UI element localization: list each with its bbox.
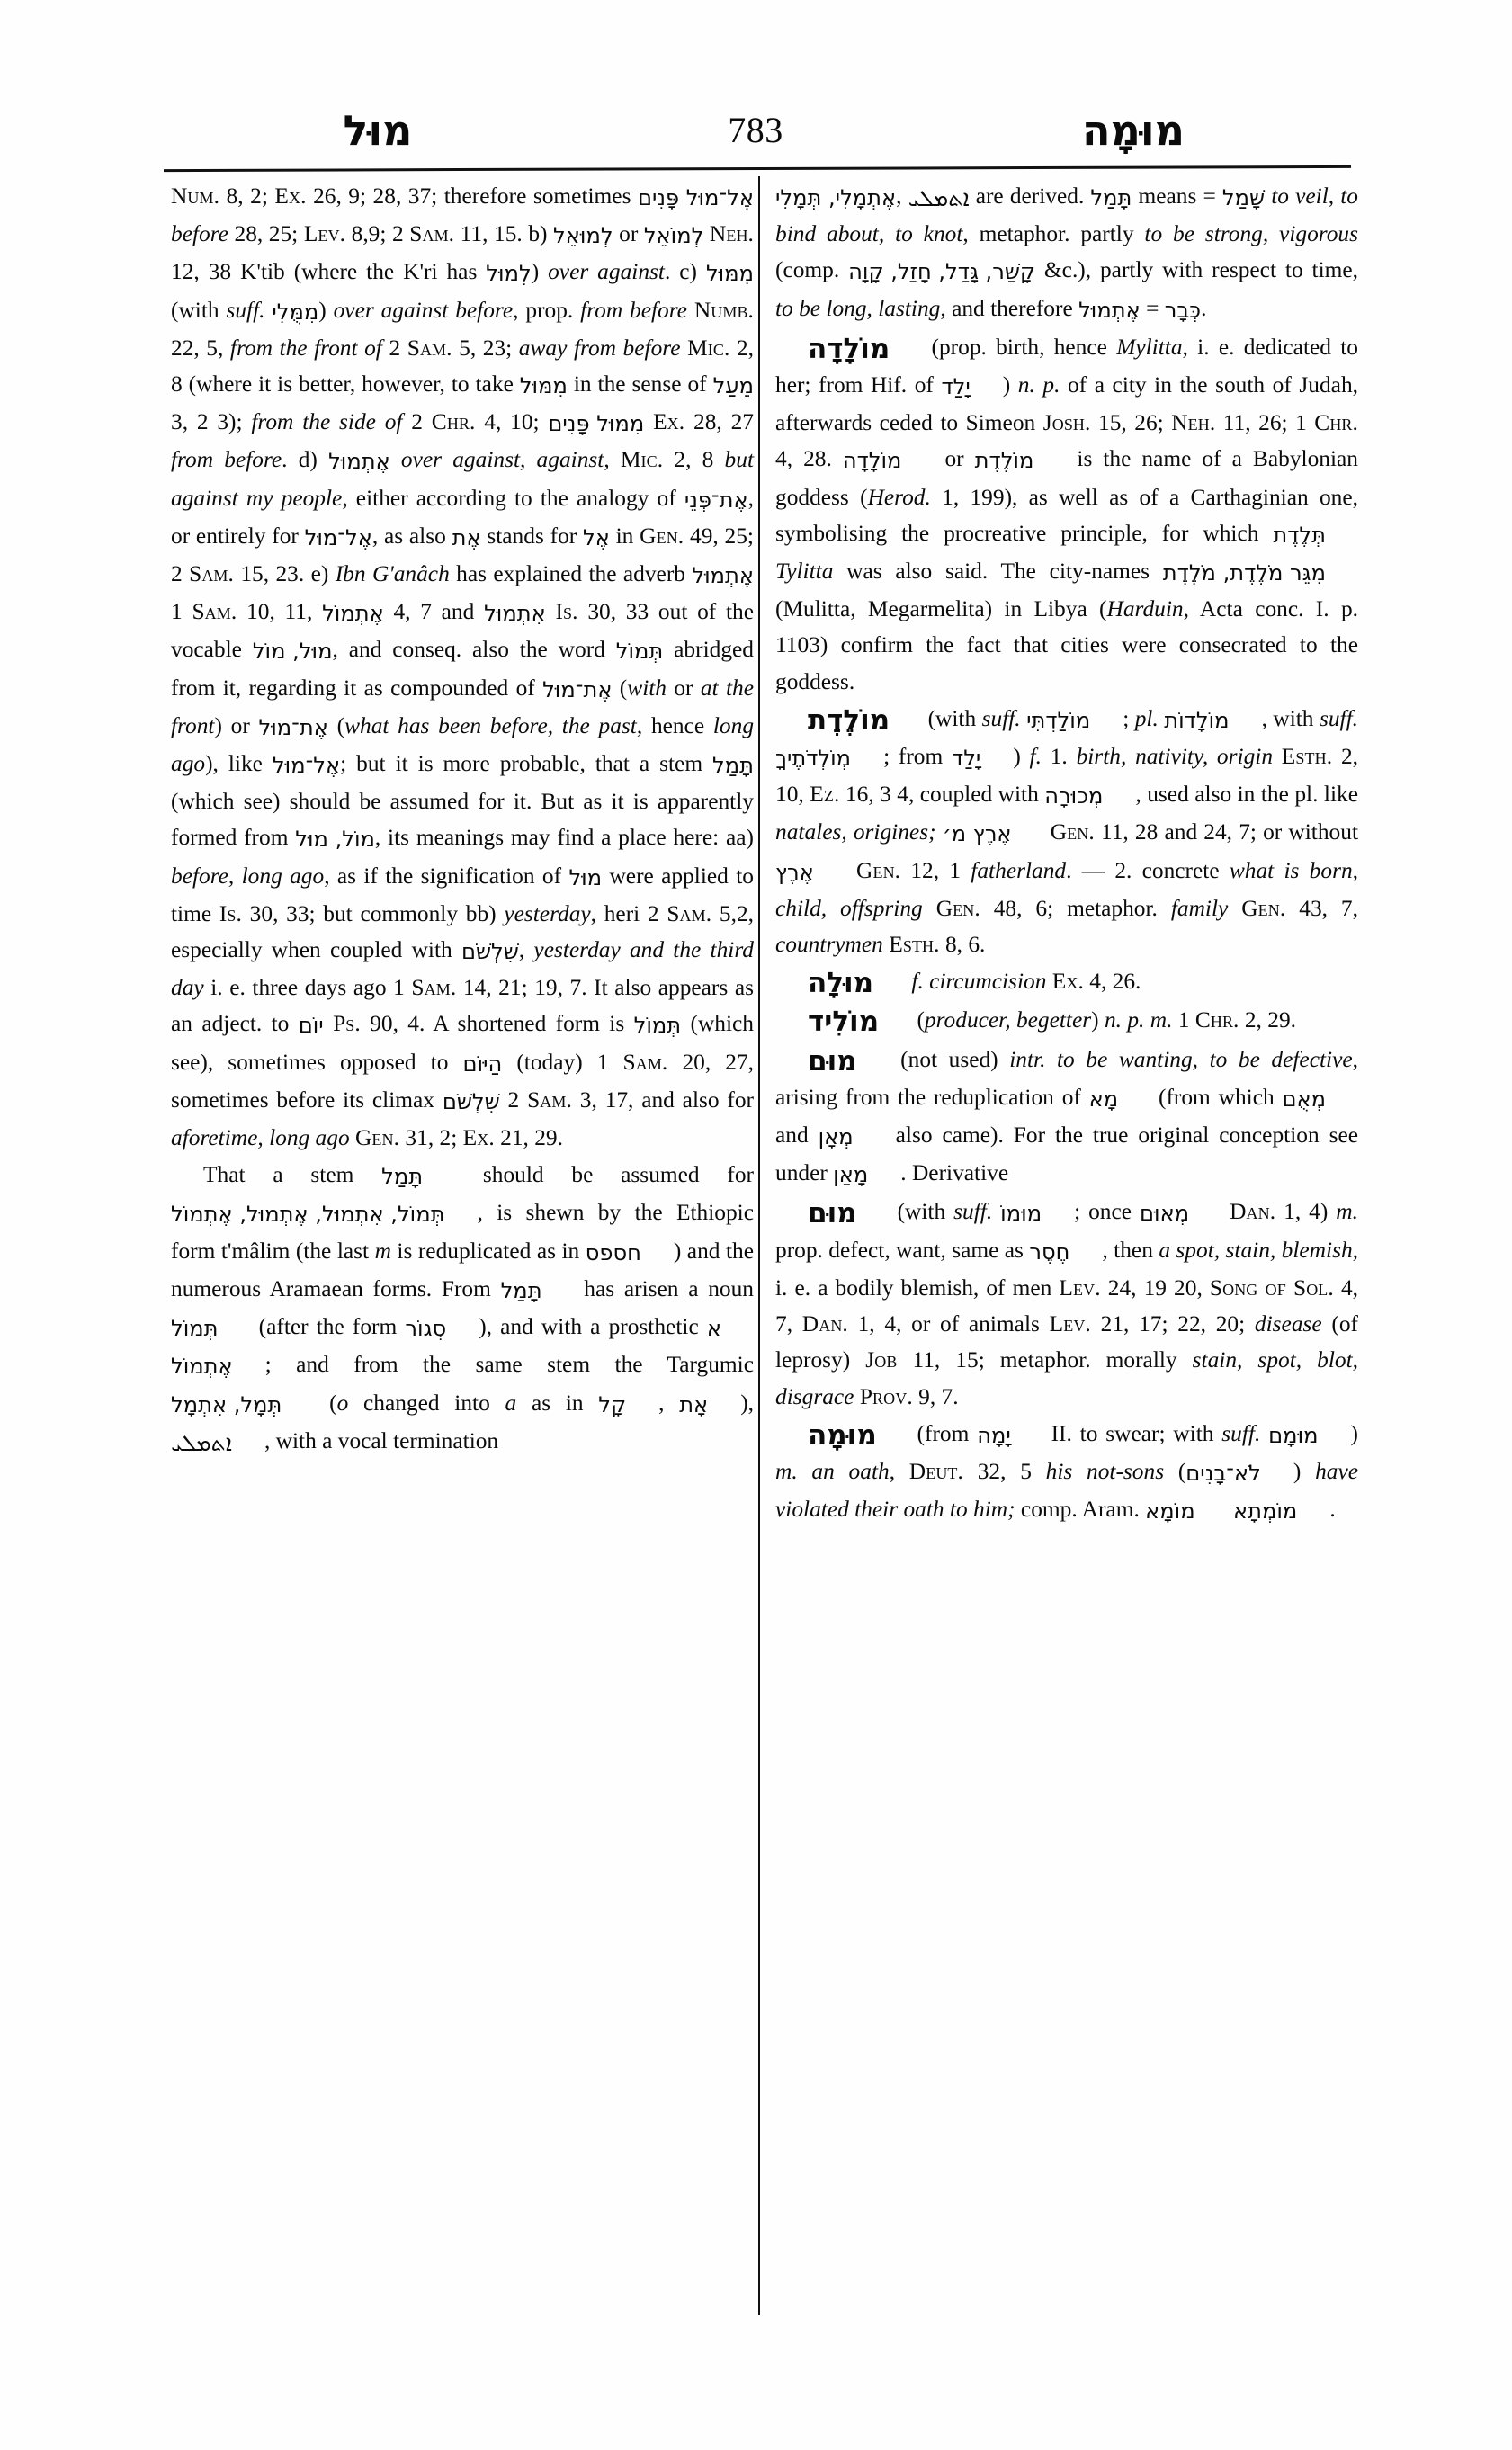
hebrew-word: אֶל [583,524,610,550]
hebrew-word: הַיּוֹם [462,1051,503,1077]
hebrew-word: אֶתְמוּל [692,563,755,589]
scripture-reference: Dan. [801,1311,848,1337]
scripture-reference: Is. [555,599,578,625]
hebrew-word: מוּמָם [1268,1422,1319,1448]
hebrew-word: יָמָה [977,1422,1011,1448]
running-head-left-hebrew: מוּל [343,106,413,155]
hebrew-word: תְּמוֹל, אִתְמוּל, אֶתְמוּל, אֶתְמוֹל [171,1202,445,1228]
scripture-reference: Job [865,1347,898,1373]
page-number: 783 [728,110,783,150]
dictionary-entry: מוֹלָדָה (prop. birth, hence Mylitta, i. e. dedicated to her; from Hif. of יָלַד ) n. p. of a city in the south of Judah, afterwards ceded to Simeon Josh. 15, 26; Neh. 11, 26; 1 Chr. 4, 28. מוֹלָדָה or מוֹלֶדֶת is the name of a Babylonian goddess (Herod. 1, 199), as well as of a Carthaginian one, symbolising the procreative principle, for which תְּלֶדֶת Tylitta was also said. The city-names מִגֵּר מֹלֶדֶת, מֹלֶדֶת (Mulitta, Megarmelita) in Libya (Harduin, Acta conc. I. p. 1103) confirm the fact that cities were consecrated to the goddess. [775,332,1358,694]
gloss-italic: pl. [1134,705,1159,731]
hebrew-headword: מוּם [808,1197,857,1230]
hebrew-word: יָלַד [952,746,981,772]
scripture-reference: Sam. [407,335,452,361]
hebrew-word: מְאוּם [1140,1201,1190,1227]
gloss-italic: countrymen [775,932,883,958]
hebrew-word: לֹא־בָנִים [1185,1460,1261,1486]
running-head-right-hebrew: מוּמָה [1082,106,1185,155]
scripture-reference: Dan. [1230,1199,1276,1225]
scripture-reference: Gen. [640,523,684,549]
hebrew-word: אִתְמוּל [484,601,546,627]
hebrew-word: מִמֻּלִי [272,299,319,325]
scripture-reference: Gen. [1050,819,1095,845]
gloss-italic: fatherland [971,857,1067,883]
gloss-italic: Herod. [867,484,931,510]
gloss-italic: Ibn G'anâch [335,561,450,587]
gloss-italic: with [627,675,667,701]
hebrew-word: מוֹלֶדֶת [974,448,1034,474]
hebrew-word: אֶת־מוּל [542,676,613,702]
gloss-italic: to be long, lasting [775,295,941,321]
hebrew-word: מְוֹלְדֹתֶיךָ [775,746,852,772]
scripture-reference: Ex. [1051,969,1084,995]
hebrew-word: מִמּוּל [519,373,568,399]
gloss-italic: what is born, child, offspring [775,857,1358,921]
gloss-italic: to veil, to bind about, to knot [775,183,1358,247]
dictionary-entry: מוּם (with suff. מוּמוֹ ; once מְאוּם Dan. 1, 4) m. prop. defect, want, same as חֶסֶר , then a spot, stain, blemish, i. e. a bodily blemish, of men Lev. 24, 19 20, Song of Sol. 4, 7, Dan. 1, 4, or of animals Lev. 21, 17; 22, 20; disease (of leprosy) Job 11, 15; metaphor. morally stain, spot, blot, disgrace Prov. 9, 7. [775,1197,1359,1409]
gloss-italic: n. p. m. [1104,1007,1173,1033]
gloss-italic: stain, spot, blot, disgrace [775,1347,1358,1409]
gloss-italic: disease [1254,1311,1322,1337]
scripture-reference: Prov. [859,1383,913,1409]
gloss-italic: suff. [1319,705,1358,731]
scripture-reference: Esth. [889,932,940,958]
hebrew-word: שִׁלְשֹׁם [461,939,519,965]
hebrew-headword: מוֹלֶדֶת [808,703,890,737]
hebrew-word: תָּמַל [500,1277,542,1303]
gloss-italic: a spot, stain, blemish [1159,1237,1353,1263]
dictionary-entry: מוּמָה (from יָמָה II. to swear; with suff. מוּמָם ) m. an oath, Deut. 32, 5 his not-sons (לֹא־בָנִים ) have violated their oath to him; comp. Aram. מוֹמָא מוֹמְתָא . [775,1416,1358,1530]
scripture-reference: Ps. [333,1011,361,1037]
hebrew-word: א [706,1316,721,1342]
gloss-italic: Tylitta [775,559,834,585]
gloss-italic: from before [580,297,687,323]
scripture-reference: Neh. [1171,410,1216,436]
hebrew-word: מוֹמָא [1145,1498,1195,1525]
hebrew-word: מִמּוּל פָּנִים [548,411,645,437]
hebrew-word: קָשַׁר, גָּדַל, חָזַל, קָוָה [848,259,1036,285]
hebrew-word: אֶל־מוּל פָּנִים [637,185,754,210]
hebrew-word: מִמּוּל [705,261,754,287]
hebrew-word: יוֹם [298,1013,324,1039]
gloss-italic: aforetime, long ago [171,1125,350,1151]
hebrew-word: קָל [598,1391,627,1417]
hebrew-word: תְּמוֹל [633,1013,682,1039]
scripture-reference: Esth. [1281,744,1333,770]
hebrew-word: מְכוּרָה [1044,783,1104,809]
hebrew-word: אֶתְמוּל [328,449,390,475]
hebrew-word: תָּמַל [1090,185,1132,210]
gloss-italic: before, long ago [171,863,325,889]
scripture-reference: Ez. [810,782,840,808]
hebrew-word: לְמוֹאֵל [643,223,704,249]
hebrew-headword: מוֹלָדָה [808,332,890,365]
scripture-reference: Sam. [527,1086,572,1113]
hebrew-word: מוֹלָדָה [842,448,902,474]
running-head [166,79,1345,155]
hebrew-word: שָׁמַל [1221,185,1266,210]
scripture-reference: Chr. [1314,410,1358,436]
hebrew-word: אֶת־מוּל [258,714,328,740]
gloss-italic: family [1170,895,1229,921]
scripture-reference: Chr. [431,409,476,435]
hebrew-word: אֶתְמוֹל [322,601,384,627]
hebrew-word: אֶרֶץ מ׳ [942,821,1012,847]
gloss-italic: his not-sons [1045,1458,1165,1484]
gloss-italic: birth, nativity, origin [1076,744,1274,770]
dictionary-entry: מוּלָה f. circumcision Ex. 4, 26. [775,963,1358,1001]
scripture-reference: Sam. [411,975,457,1001]
gloss-italic: yesterday and the third day [171,937,754,1001]
scripture-reference: Lev. [1049,1311,1091,1337]
gloss-italic: long ago [171,712,755,777]
scripture-reference: Mic. [620,447,664,473]
header-rule [164,165,1351,172]
hebrew-word: תְּמוֹל [615,639,664,665]
hebrew-word: אֶת־פְּנֵי [684,487,748,513]
gloss-italic: what has been before, the past [344,712,637,738]
syriac-word: ܐܬܡܠܝ [171,1428,232,1456]
gloss-italic: o [336,1390,349,1416]
gloss-italic: suff. [981,705,1021,731]
hebrew-word: מִגֵּר מֹלֶדֶת, מֹלֶדֶת [1162,560,1326,586]
hebrew-word: אֶל־מוּל [304,524,372,550]
scripture-reference: Lev. [1059,1274,1101,1301]
scripture-reference: Sam. [667,900,712,926]
dictionary-paragraph: Num. 8, 2; Ex. 26, 9; 28, 37; therefore sometimes אֶל־מוּל פָּנִים before 28, 25; Lev. 8,9; 2 Sam. 11, 15. b) לְמוּאֵל or לְמוֹאֵל Neh. 12, 38 K'tib (where the K'ri has לְמוּל) over against. c) מִמּוּל (with suff. מִמֻּלִי) over against before, prop. from before Numb. 22, 5, from the front of 2 Sam. 5, 23; away from before Mic. 2, 8 (where it is better, however, to take מִמּוּל in the sense of מֵעַל 3, 2 3); from the side of 2 Chr. 4, 10; מִמּוּל פָּנִים Ex. 28, 27 from before. d) אֶתְמוּל over against, against, Mic. 2, 8 but against my people, either according to the analogy of אֶת־פְּנֵי, or entirely for אֶל־מוּל, as also אֶת stands for אֶל in Gen. 49, 25; 2 Sam. 15, 23. e) Ibn G'anâch has explained the adverb אֶתְמוּל 1 Sam. 10, 11, אֶתְמוֹל 4, 7 and אִתְמוּל Is. 30, 33 out of the vocable מוּל, מוֹל, and conseq. also the word תְּמוֹל abridged from it, regarding it as compounded of אֶת־מוּל (with or at the front) or אֶת־מוּל (what has been before, the past, hence long ago), like אֶל־מוּל; but it is more probable, that a stem תָּמַל (which see) should be assumed for it. But as it is apparently formed from מוֹל, מוּל, its meanings may find a place here: aa) before, long ago, as if the signification of מוּל were applied to time Is. 30, 33; but commonly bb) yesterday, heri 2 Sam. 5,2, especially when coupled with שִׁלְשֹׁם, yesterday and the third day i. e. three days ago 1 Sam. 14, 21; 19, 7. It also appears as an adject. to יוֹם Ps. 90, 4. A shortened form is תְּמוֹל (which see), sometimes opposed to הַיּוֹם (today) 1 Sam. 20, 27, sometimes before its climax שִׁלְשֹׁם 2 Sam. 3, 17, and also for aforetime, long ago Gen. 31, 2; Ex. 21, 29. [171,178,754,1156]
hebrew-word: תָּמַל [381,1164,424,1190]
gloss-italic: m. an oath [775,1458,890,1484]
scripture-reference: Sam. [192,599,237,625]
dictionary-entry: מוּם (not used) intr. to be wanting, to be defective, arising from the reduplication of מָא (from which מְאֻם and מְאָן also came). For the true original conception see under מָאַן . Derivative [775,1042,1358,1194]
hebrew-word: מוֹל, מוּל [295,827,375,853]
hebrew-word: מוֹמְתָא [1232,1498,1298,1525]
scripture-reference: Ex. [462,1125,495,1151]
hebrew-word: לְמוּל [486,261,532,287]
scripture-reference: Is. [219,900,242,926]
text-column-left [171,178,754,1461]
scripture-reference: Ex. [274,183,307,209]
gloss-italic: from the front of [229,335,382,361]
dictionary-entry: מוֹלֶדֶת (with suff. מוֹלַדְתִּי ; pl. מוֹלָדוֹת , with suff. מְוֹלְדֹתֶיךָ ; from יָלַד ) f. 1. birth, nativity, origin Esth. 2, 10, Ez. 16, 3 4, coupled with מְכוּרָה , used also in the pl. like natales, origines; אֶרֶץ מ׳ Gen. 11, 28 and 24, 7; or without אֶרֶץ Gen. 12, 1 fatherland. — 2. concrete what is born, child, offspring Gen. 48, 6; metaphor. family Gen. 43, 7, countrymen Esth. 8, 6. [775,703,1359,958]
scripture-reference: Song of Sol. [1209,1274,1334,1301]
hebrew-word: אָת [679,1391,709,1417]
hebrew-word: כְּבָר [1164,297,1202,323]
scripture-reference: Gen. [355,1125,400,1151]
gloss-italic: at the front [171,675,754,738]
running-head-center [648,109,863,151]
column-divider-rule [758,176,760,2315]
scripture-reference: Josh. [1042,410,1091,436]
hebrew-word: מוּל [568,864,603,890]
hebrew-word: תְּלֶדֶת [1273,522,1326,548]
hebrew-word: מוּל, מוֹל [252,639,333,665]
gloss-italic: over against [548,259,665,285]
hebrew-word: אֶת [452,524,481,550]
hebrew-headword: מוּלָה [808,967,874,1000]
syriac-word: ܐܬܡܠܝ [908,184,970,211]
scripture-reference: Mic. [687,335,730,361]
scripture-reference: Ex. [653,409,685,435]
gloss-italic: suff. [953,1199,993,1225]
gloss-italic: Harduin [1106,596,1184,622]
gloss-italic: f. [1029,744,1042,770]
running-head-left [166,106,589,155]
hebrew-word: סְגוֹר [405,1316,447,1342]
hebrew-word: חֶסֶר [1029,1238,1070,1265]
gloss-italic: before [171,221,228,247]
gloss-italic: f. circumcision [911,969,1047,995]
gloss-italic: from the side of [251,409,403,435]
gloss-italic: Mylitta [1116,334,1183,360]
gloss-italic: a [505,1390,517,1416]
gloss-italic: but against my people [171,447,754,511]
scripture-reference: Sam. [189,561,234,587]
hebrew-word: אֶרֶץ [775,859,814,885]
hebrew-headword: מוֹלִיד [808,1006,880,1039]
hebrew-word: מְאֻם [1282,1086,1327,1112]
hebrew-headword: מוּם [808,1044,857,1077]
scripture-reference: Chr. [1194,1007,1239,1033]
running-head-right [922,106,1345,155]
scripture-reference: Gen. [935,895,980,921]
scripture-reference: Gen. [856,857,901,883]
gloss-italic: m. [1336,1199,1358,1225]
hebrew-word: חספס [585,1239,641,1265]
gloss-italic: n. p. [1017,372,1060,398]
dictionary-paragraph: אֶתְמָלִי, תְּמָלִי, ܐܬܡܠܝ are derived. תָּמַל means = שָׁמַל to veil, to bind about, to knot, metaphor. partly to be strong, vigorous (comp. קָשַׁר, גָּדַל, חָזַל, קָוָה &c.), partly with respect to time, to be long, lasting, and therefore אֶתְמוּל = כְּבָר. [775,178,1358,328]
gloss-italic: suff. [1221,1420,1261,1446]
hebrew-word: אֶתְמוֹל [171,1354,233,1380]
gloss-italic: away from before [518,335,681,361]
scripture-reference: Num. [171,183,220,209]
hebrew-word: מוֹלָדוֹת [1164,707,1230,733]
hebrew-word: שִׁלְשֹׁם [442,1088,500,1114]
hebrew-word: יָלַד [941,374,971,400]
hebrew-word: מוּמוֹ [1000,1201,1042,1227]
hebrew-word: מֵעַל [712,373,754,399]
dictionary-paragraph: That a stem תָּמַל should be assumed for תְּמוֹל, אִתְמוּל, אֶתְמוּל, אֶתְמוֹל , is shewn by the Ethiopic form t'mâlim (the last m is reduplicated as in חספס ) and the numerous Aramaean forms. From תָּמַל has arisen a noun תְּמוֹל (after the form סְגוֹר ), and with a prosthetic א אֶתְמוֹל ; and from the same stem the Targumic תְּמָל, אִתְמָל (o changed into a as in קָל , אָת ), ܐܬܡܠܝ , with a vocal termination [171,1157,754,1461]
gloss-italic: producer, begetter [924,1007,1092,1033]
gloss-italic: from before [171,447,282,473]
hebrew-word: מָאַן [833,1162,869,1188]
hebrew-word: לְמוּאֵל [553,223,613,249]
scripture-reference: Deut. [908,1458,963,1484]
hebrew-word: מָא [1088,1086,1119,1112]
hebrew-headword: מוּמָה [808,1418,877,1452]
gloss-italic: yesterday [504,900,591,926]
gloss-italic: natales, origines; [775,819,936,845]
scripture-reference: Sam. [622,1049,668,1075]
scripture-reference: Lev. [303,221,346,247]
hebrew-word: אֶל־מוּל [272,753,341,779]
scripture-reference: Sam. [409,221,455,247]
scripture-reference: Neh. [709,221,754,247]
hebrew-word: תְּמָל, אִתְמָל [171,1391,282,1417]
hebrew-word: אֶתְמָלִי, תְּמָלִי [775,185,897,210]
scripture-reference: Gen. [1241,895,1286,921]
hebrew-word: תָּמַל [712,753,754,779]
dictionary-entry: מוֹלִיד (producer, begetter) n. p. m. 1 Chr. 2, 29. [775,1002,1358,1040]
scripture-reference: Numb. [693,297,755,323]
gloss-italic: suff. [226,297,265,323]
gloss-italic: to be strong, vigorous [1144,221,1358,247]
hebrew-word: מוֹלַדְתִּי [1026,707,1091,733]
text-column-right [775,178,1358,1529]
hebrew-word: תְּמוֹל [171,1316,219,1342]
gloss-italic: intr. to be wanting, to be defective [1009,1046,1353,1072]
gloss-italic: over against, against [400,447,604,473]
gloss-italic: over against before [333,297,514,323]
hebrew-word: מְאָן [818,1124,854,1150]
gloss-italic: m [374,1238,391,1264]
gloss-italic: have violated their oath to him; [775,1458,1358,1523]
hebrew-word: אֶתְמוּל [1078,297,1141,323]
